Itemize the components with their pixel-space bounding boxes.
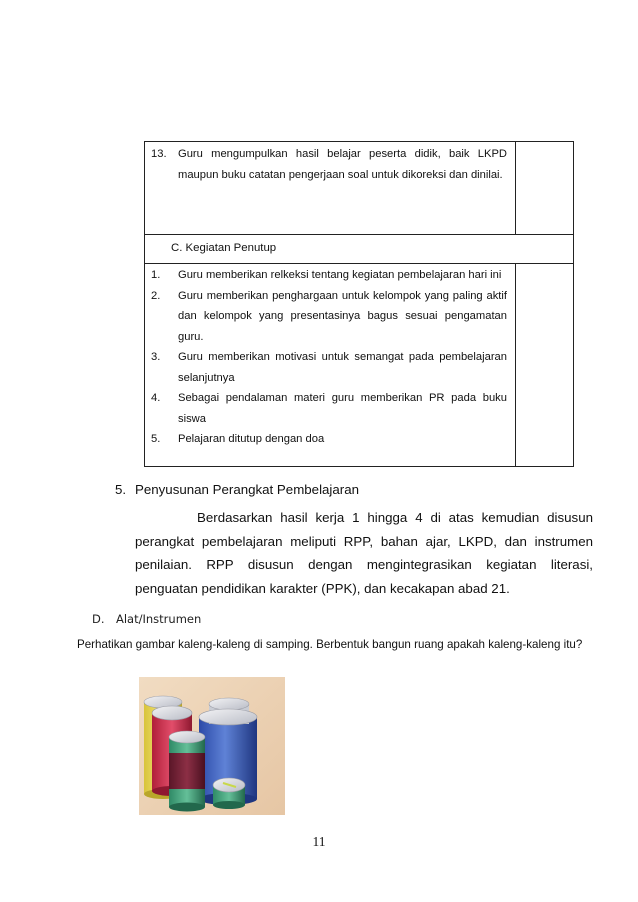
section-d-heading [92,612,201,626]
cans-illustration [139,677,285,815]
section-5 [115,479,593,600]
item-text: Pelajaran ditutup dengan doa [178,433,325,445]
list-item [145,265,515,286]
closing-activities-list [145,264,515,450]
list-item [145,429,515,450]
table-row [145,264,574,467]
table-cell [145,142,516,235]
item-text: Guru memberikan relkeksi tentang kegiatan pembelajaran hari ini [178,269,502,281]
section-title: Penyusunan Perangkat Pembelajaran [135,482,359,497]
section-c-heading: C. Kegiatan Penutup [171,242,277,254]
table-cell [145,264,516,467]
item-text: Guru memberikan motivasi untuk semangat pada pembelajaran selanjutnya [178,351,507,384]
question-text: Perhatikan gambar kaleng-kaleng di samping. Berbentuk bangun ruang apakah kaleng-kaleng itu? [77,638,583,651]
item-number: 1. [151,269,161,281]
item-number: 4. [151,392,161,404]
section-heading-cell [145,235,574,264]
item-text: Guru mengumpulkan hasil belajar peserta didik, baik LKPD maupun buku catatan pengerjaan soal untuk dikoreksi dan dinilai. [178,148,507,181]
item-text: Guru memberikan penghargaan untuk kelompok yang paling aktif dan kelompok yang presentasinya bagus sesuai pengamatan guru. [178,289,507,343]
activity-table [144,141,574,467]
page-number: 11 [312,834,326,849]
table-cell-empty [516,142,574,235]
section-5-paragraph: Berdasarkan hasil kerja 1 hingga 4 di atas kemudian disusun perangkat pembelajaran meliputi RPP, bahan ajar, LKPD, dan instrumen penilaian. RPP disusun dengan mengintegrasikan kegiatan literasi, penguatan pendidikan karakter (PPK), dan kecakapan abad 21. [135,510,593,596]
table-cell-empty [516,264,574,467]
list-item [145,286,515,348]
item-text: Sebagai pendalaman materi guru memberikan PR pada buku siswa [178,392,507,425]
table-row [145,142,574,235]
list-item [145,142,515,185]
section-number: 5. [115,482,127,497]
item-number: 5. [151,433,161,445]
item-number: 2. [151,289,161,302]
item-number: 3. [151,351,161,363]
list-item [145,388,515,429]
section-5-heading [115,479,593,501]
list-item [145,347,515,388]
section-letter: D. [92,612,105,626]
section-title: Alat/Instrumen [116,612,202,626]
table-row [145,235,574,264]
item-number: 13. [151,148,167,160]
